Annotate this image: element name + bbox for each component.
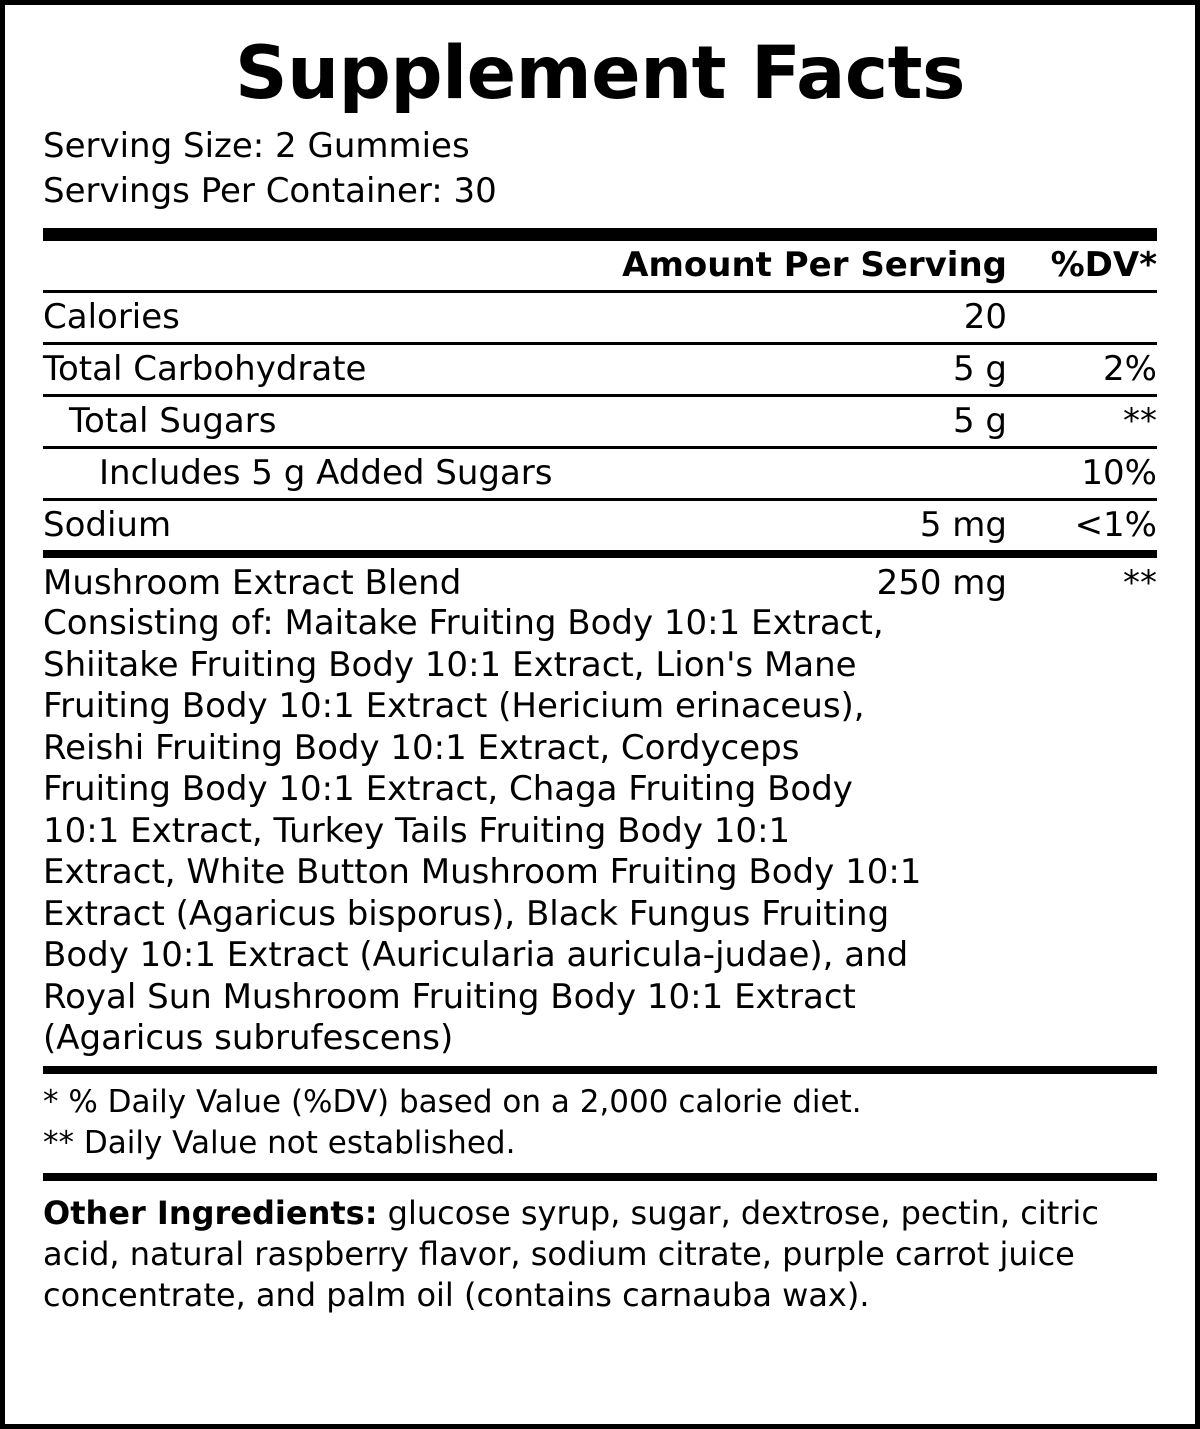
header-amount-per-serving: Amount Per Serving [592,241,1007,292]
row-dv-total-sugars: ** [1007,396,1157,448]
row-label-sodium: Sodium [43,505,172,546]
blend-description: Consisting of: Maitake Fruiting Body 10:1 Extract, Shiitake Fruiting Body 10:1 Extract, Lion's Mane Fruiting Body 10:1 Extract (Hericium erinaceus), Reishi Fruiting Body 10:1 Extract, Cordyceps Fruiting Body 10:1 Extract, Chaga Fruiting Body 10:1 Extract, Turkey Tails Fruiting Body 10:1 Extract, White Button Mushroom Fruiting Body 10:1 Extract (Agaricus bisporus), Black Fungus Fruiting Body 10:1 Extract (Auricularia auricula-judae), and Royal Sun Mushroom Fruiting Body 10:1 Extract (Agaricus subrufescens) [43,603,922,1059]
row-amount-added-sugars [592,448,1007,500]
row-dv-total-carbohydrate: 2% [1007,344,1157,396]
servings-per-container: Servings Per Container: 30 [43,171,497,212]
footnote-daily-value: * % Daily Value (%DV) based on a 2,000 calorie diet. [43,1083,862,1120]
row-dv-added-sugars: 10% [1007,448,1157,500]
row-label-added-sugars: Includes 5 g Added Sugars [43,448,592,500]
row-amount-sodium: 5 mg [919,505,1007,546]
blend-name: Mushroom Extract Blend [43,563,462,604]
table-row [43,396,1157,448]
blend-amount: 250 mg [876,563,1007,604]
serving-size: Serving Size: 2 Gummies [43,126,470,166]
row-label-total-carbohydrate: Total Carbohydrate [43,344,592,396]
row-label-total-sugars: Total Sugars [43,396,592,448]
table-row [43,448,1157,500]
row-dv-calories [1007,292,1157,344]
row-amount-total-sugars: 5 g [592,396,1007,448]
header-daily-value: %DV* [1007,241,1157,292]
row-amount-calories: 20 [592,292,1007,344]
divider-thick-top [43,228,1157,241]
nutrition-table [43,241,1157,550]
divider-footnotes-top [43,1066,1157,1074]
footnote-not-established: ** Daily Value not established. [43,1124,516,1161]
row-dv-sodium: <1% [1074,505,1157,546]
row-label-calories: Calories [43,292,592,344]
blend-dv: ** [1123,563,1157,604]
footnotes [43,1074,1157,1174]
row-amount-total-carbohydrate: 5 g [592,344,1007,396]
table-row [43,500,1157,551]
divider-other-ingredients-top [43,1173,1157,1181]
other-ingredients-text: glucose syrup, sugar, dextrose, pectin, citric acid, natural raspberry flavor, sodium citrate, purple carrot juice concentrate, and palm oil (contains carnauba wax). [43,1194,1099,1315]
table-header-row [43,241,1157,292]
divider-blend-top [43,550,1157,558]
header-spacer [43,241,592,292]
table-row [43,344,1157,396]
other-ingredients [43,1181,1157,1316]
table-row [43,292,1157,344]
blend-header-row [43,558,1157,603]
panel-title: Supplement Facts [235,31,965,116]
other-ingredients-label: Other Ingredients: [43,1194,378,1233]
